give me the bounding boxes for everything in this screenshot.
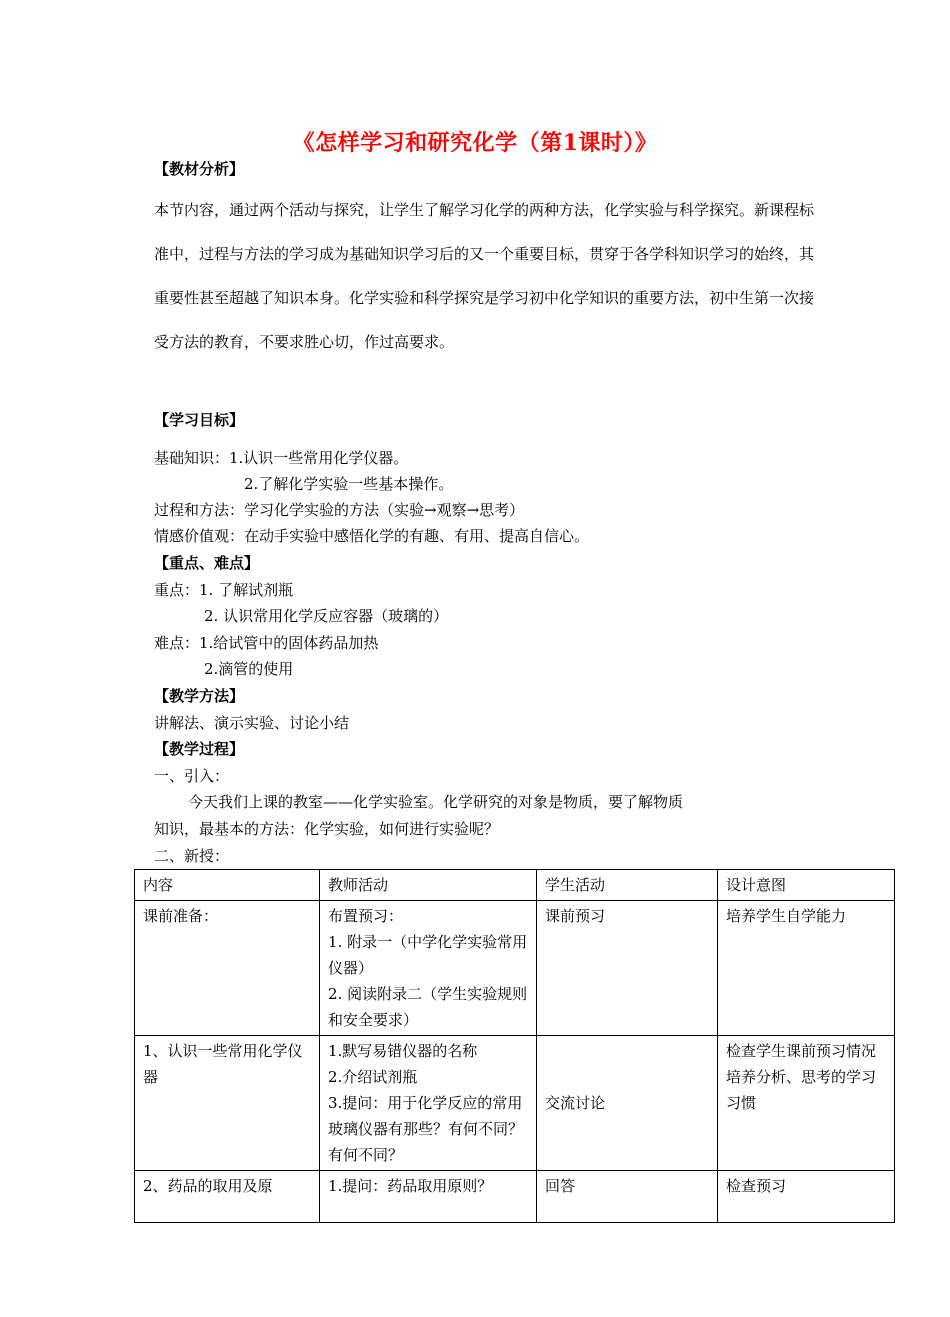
goal-process: 过程和方法：学习化学实验的方法（实验→观察→思考） [154,501,525,519]
intent-item: 培养学生自学能力 [726,907,847,925]
row-student: 课前预习 [537,901,718,1036]
intent-item: 检查预习 [726,1177,787,1195]
goal-knowledge-2: 2.了解化学实验一些基本操作。 [244,475,454,493]
teacher-item: 2. 阅读附录二（学生实验规则和安全要求） [328,985,528,1029]
process-heading: 【教学过程】 [154,740,245,758]
header-student: 学生活动 [537,870,718,901]
table-row [135,1036,895,1171]
row-teacher [320,901,537,1036]
row-teacher [320,1036,537,1171]
document-title: 《怎样学习和研究化学（第1课时）》 [292,130,658,156]
analysis-paragraph: 本节内容，通过两个活动与探究，让学生了解学习化学的两种方法，化学实验与科学探究。新课程标准中，过程与方法的学习成为基础知识学习后的又一个重要目标，贯穿于各学科知识学习的始终，其重要性甚至超越了知识本身。化学实验和科学探究是学习初中化学知识的重要方法，初中生第一次接受方法的教育，不要求胜心切，作过高要求。 [154,201,815,351]
difficulty-1: 难点：1.给试管中的固体药品加热 [154,634,379,652]
row-teacher [320,1171,537,1223]
row-student: 回答 [537,1171,718,1223]
header-content: 内容 [135,870,320,901]
methods-text: 讲解法、演示实验、讨论小结 [154,714,350,732]
intro-line-1: 今天我们上课的教室——化学实验室。化学研究的对象是物质，要了解物质 [188,793,684,811]
row-student: 交流讨论 [537,1036,718,1171]
header-intent: 设计意图 [718,870,895,901]
row-content: 课前准备： [135,901,320,1036]
methods-heading: 【教学方法】 [154,687,245,705]
row-intent [718,1171,895,1223]
teacher-item: 3.提问：用于化学反应的常用玻璃仪器有那些？有何不同？有何不同？ [328,1094,524,1164]
row-intent [718,901,895,1036]
teacher-item: 布置预习： [328,907,404,925]
new-label: 二、新授： [154,847,230,865]
row-content: 2、药品的取用及原 [135,1171,320,1223]
teacher-item: 2.介绍试剂瓶 [328,1068,418,1086]
header-teacher: 教师活动 [320,870,537,901]
intent-item: 检查学生课前预习情况 [726,1042,877,1060]
intro-line-2: 知识，最基本的方法：化学实验，如何进行实验呢？ [154,820,500,838]
teacher-item: 1.提问：药品取用原则？ [328,1177,493,1195]
table-row [135,901,895,1036]
key-point-1: 重点：1. 了解试剂瓶 [154,581,294,599]
goal-knowledge-1: 基础知识：1.认识一些常用化学仪器。 [154,449,409,467]
table-row [135,1171,895,1223]
lesson-table [134,869,895,1223]
intent-item: 培养分析、思考的学习习惯 [726,1068,877,1112]
keypoints-heading: 【重点、难点】 [154,554,260,572]
goals-heading: 【学习目标】 [154,411,245,429]
intro-label: 一、引入： [154,767,230,785]
table-header-row [135,870,895,901]
key-point-2: 2. 认识常用化学反应容器（玻璃的） [204,607,449,625]
row-intent [718,1036,895,1171]
teacher-item: 1.默写易错仪器的名称 [328,1042,478,1060]
goal-emotion: 情感价值观：在动手实验中感悟化学的有趣、有用、提高自信心。 [154,527,590,545]
difficulty-2: 2.滴管的使用 [204,660,294,678]
analysis-heading: 【教材分析】 [154,160,245,178]
teacher-item: 1. 附录一（中学化学实验常用仪器） [328,933,528,977]
row-content: 1、认识一些常用化学仪器 [135,1036,320,1171]
